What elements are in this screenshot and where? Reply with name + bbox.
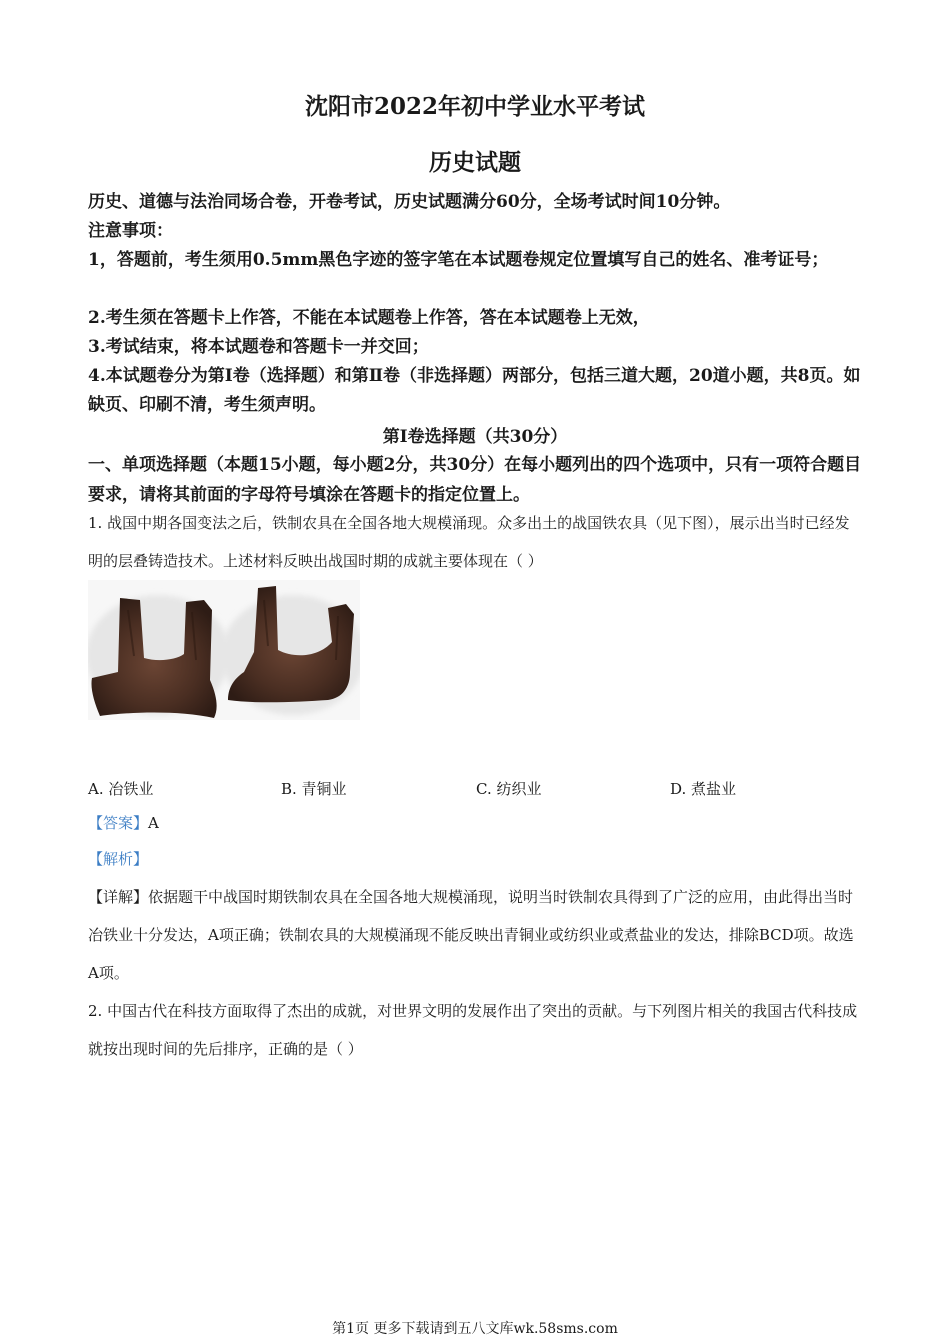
page-footer: 第1页 更多下载请到五八文库wk.58sms.com xyxy=(332,1321,618,1337)
answer-value: A xyxy=(148,814,159,832)
option-d: D. 煮盐业 xyxy=(670,780,737,798)
notice-item-1: 1，答题前，考生须用0.5mm黑色字迹的签字笔在本试题卷规定位置填写自己的姓名、准考证号； xyxy=(88,250,829,270)
answer-label: 【答案】 xyxy=(88,814,149,832)
answer-line xyxy=(88,812,159,833)
option-c: C. 纺织业 xyxy=(476,780,542,798)
exam-title: 沈阳市2022年初中学业水平考试 xyxy=(304,93,645,120)
exam-intro: 历史、道德与法治同场合卷，开卷考试，历史试题满分60分，全场考试时间10分钟。 xyxy=(88,192,731,212)
notice-item-4: 4.本试题卷分为第I卷（选择题）和第Ⅱ卷（非选择题）两部分，包括三道大题，20道小题，共8页。如缺页、印刷不清，考生须声明。 xyxy=(88,366,861,415)
notice-item-3: 3.考试结束，将本试题卷和答题卡一并交回； xyxy=(88,337,429,357)
subject-title: 历史试题 xyxy=(429,149,521,176)
part-heading: 一、单项选择题（本题15小题，每小题2分，共30分）在每小题列出的四个选项中，只有一项符合题目要求，请将其前面的字母符号填涂在答题卡的指定位置上。 xyxy=(88,455,862,505)
notice-label: 注意事项： xyxy=(88,221,173,241)
question-2-stem: 2. 中国古代在科技方面取得了杰出的成就，对世界文明的发展作出了突出的贡献。与下列图片相关的我国古代科技成就按出现时间的先后排序，正确的是（ ） xyxy=(88,1002,858,1058)
section-title: 第I卷选择题（共30分） xyxy=(382,427,568,447)
option-a: A. 冶铁业 xyxy=(88,780,154,798)
iron-tools-image xyxy=(88,580,360,720)
notice-item-2: 2.考生须在答题卡上作答，不能在本试题卷上作答，答在本试题卷上无效， xyxy=(88,308,650,328)
question-1-stem: 1. 战国中期各国变法之后，铁制农具在全国各地大规模涌现。众多出土的战国铁农具（见下图），展示出当时已经发明的层叠铸造技术。上述材料反映出战国时期的成就主要体现在（ ） xyxy=(88,514,850,570)
option-b: B. 青铜业 xyxy=(281,780,347,798)
analysis-label: 【解析】 xyxy=(88,850,149,868)
detail-explanation: 【详解】依据题干中战国时期铁制农具在全国各地大规模涌现，说明当时铁制农具得到了广泛的应用，由此得出当时冶铁业十分发达，A项正确；铁制农具的大规模涌现不能反映出青铜业或纺织业或煮盐业的发达，排除BCD项。故选A项。 xyxy=(88,888,854,982)
